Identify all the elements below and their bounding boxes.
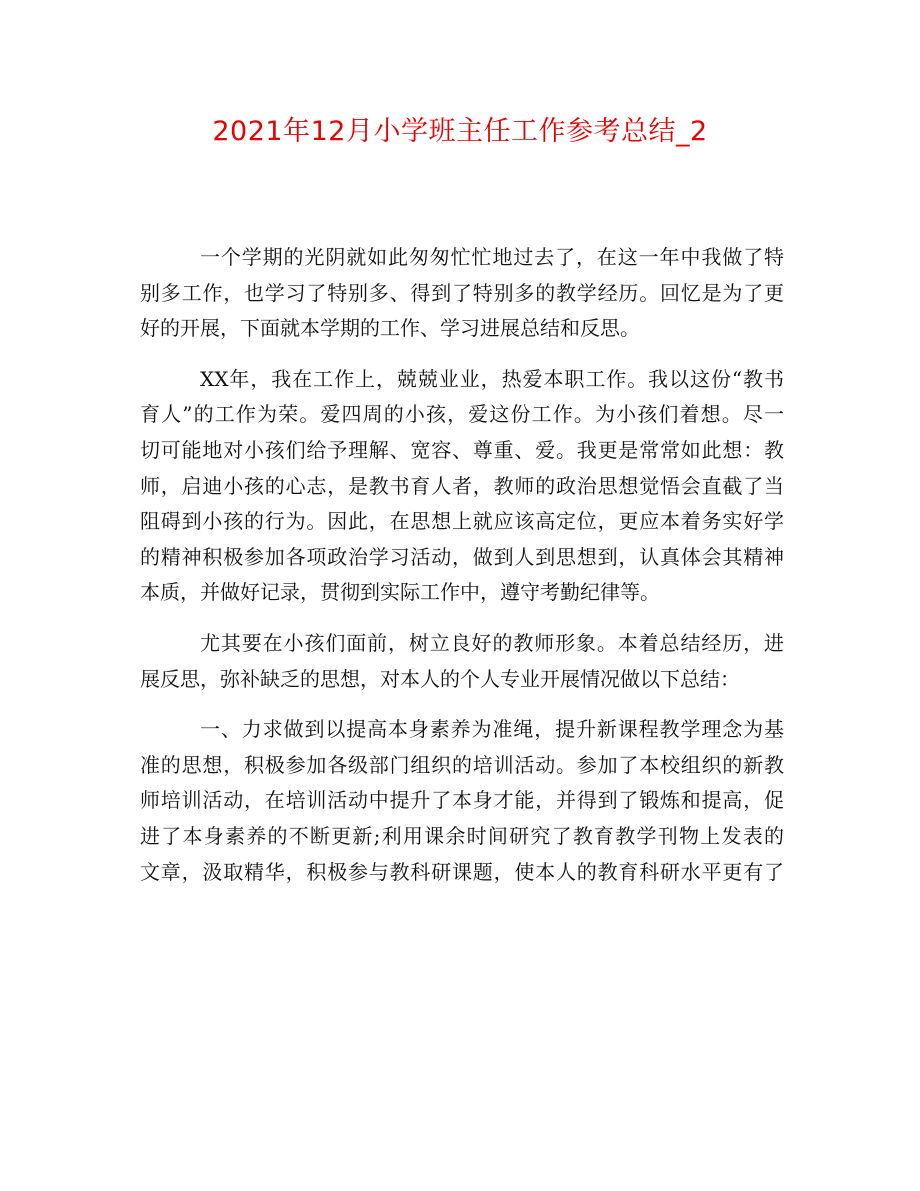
paragraph-line: 别多工作，也学习了特别多、得到了特别多的教学经历。回忆是为了更 (140, 280, 784, 305)
paragraph-line: 文章，汲取精华，积极参与教科研课题，使本人的教育科研水平更有了 (140, 859, 784, 884)
paragraph-line: 切可能地对小孩们给予理解、宽容、尊重、爱。我更是常常如此想：教 (140, 437, 784, 462)
paragraph-line: 师，启迪小孩的心志，是教书育人者，教师的政治思想觉悟会直截了当 (140, 473, 784, 498)
paragraph-line: 一、力求做到以提高本身素养为准绳，提升新课程教学理念为基 (200, 717, 784, 742)
paragraph-line: 本质，并做好记录，贯彻到实际工作中，遵守考勤纪律等。 (140, 580, 660, 605)
paragraph-4 (140, 712, 784, 890)
paragraph-spacer (140, 697, 784, 712)
document-body (140, 240, 784, 890)
paragraph-line: 阻碍到小孩的行为。因此，在思想上就应该高定位，更应本着务实好学 (140, 509, 784, 534)
paragraph-line: 展反思，弥补缺乏的思想，对本人的个人专业开展情况做以下总结： (140, 666, 740, 691)
paragraph-line: XX年，我在工作上，兢兢业业，热爱本职工作。我以这份“教书 (200, 366, 784, 391)
paragraph-line: 好的开展，下面就本学期的工作、学习进展总结和反思。 (140, 316, 640, 341)
paragraph-spacer (140, 347, 784, 362)
paragraph-line: 进了本身素养的不断更新;利用课余时间研究了教育教学刊物上发表的 (140, 823, 784, 848)
paragraph-line: 尤其要在小孩们面前，树立良好的教师形象。本着总结经历，进 (200, 630, 784, 655)
paragraph-3 (140, 626, 784, 697)
paragraph-line: 的精神积极参加各项政治学习活动，做到人到思想到，认真体会其精神 (140, 544, 784, 569)
document-title: 2021年12月小学班主任工作参考总结_2 (212, 116, 708, 147)
paragraph-line: 一个学期的光阴就如此匆匆忙忙地过去了，在这一年中我做了特 (200, 245, 784, 269)
paragraph-line: 师培训活动，在培训活动中提升了本身才能，并得到了锻炼和提高，促 (140, 788, 784, 813)
paragraph-line: 准的思想，积极参加各级部门组织的培训活动。参加了本校组织的新教 (140, 752, 784, 777)
paragraph-line: 育人”的工作为荣。爱四周的小孩，爱这份工作。为小孩们着想。尽一 (140, 402, 784, 427)
paragraph-spacer (140, 611, 784, 626)
paragraph-2 (140, 362, 784, 611)
paragraph-1 (140, 240, 784, 347)
